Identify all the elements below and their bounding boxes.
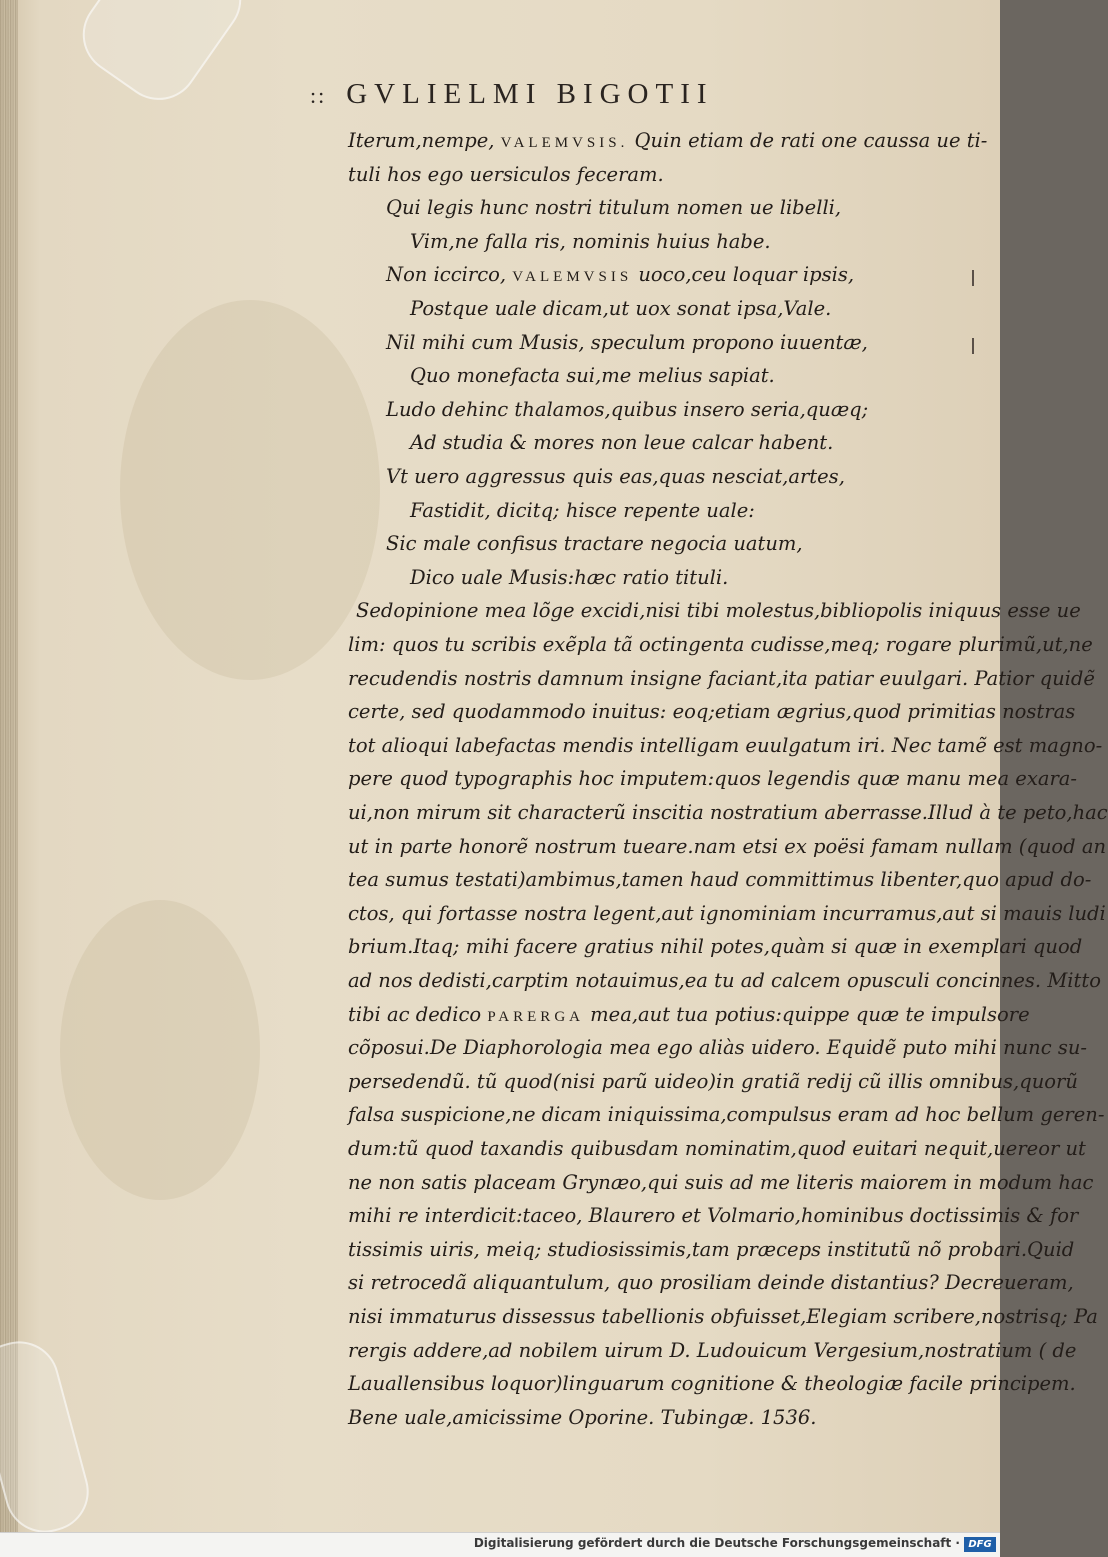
text-line — [348, 1268, 1074, 1298]
text-run: certe, sed quodammodo inuitus: eoq;etiam ægrius,quod primitias nostras — [348, 700, 1076, 724]
text-line — [348, 966, 1101, 996]
text-line — [348, 764, 1077, 794]
text-run: recudendis nostris damnum insigne faciant,ita patiar euulgari. Patior quidẽ — [348, 666, 1095, 690]
text-run: Quo monefacta sui,me melius sapiat. — [410, 364, 775, 388]
text-run: lim: quos tu scribis exẽpla tã octingenta cudisse,meq; rogare plurimũ,ut,ne — [348, 633, 1093, 656]
text-run: Sic male confisus tractare negocia uatum, — [386, 532, 803, 556]
text-run: ctos, qui fortasse nostra legent,aut ignominiam incurramus,aut si mauis ludi — [348, 901, 1106, 925]
text-line — [348, 1302, 1098, 1332]
text-run: tuli hos ego uersiculos feceram. — [348, 162, 664, 186]
text-run: ui,non mirum sit characterũ inscitia nostratium aberrasse.Illud à te peto,hac — [348, 801, 1108, 824]
text-run: persedendũ. tũ quod(nisi parũ uideo)in gratiã redij cũ illis omnibus,quorũ — [348, 1069, 1078, 1093]
text-line — [348, 1168, 1093, 1198]
text-run: Lauallensibus loquor)linguarum cognitione & theologiæ facile principem. — [348, 1372, 1076, 1396]
text-run: Sedopinione mea lõge excidi,nisi tibi molestus,bibliopolis iniquus esse ue — [356, 599, 1081, 623]
text-line — [348, 126, 987, 158]
text-line — [348, 1100, 1104, 1130]
running-head-title: GVLIELMI BIGOTII — [346, 78, 714, 110]
text-run: tea sumus testati)ambimus,tamen haud committimus libenter,quo apud do- — [348, 868, 1092, 892]
margin-mark — [972, 338, 974, 354]
text-line — [410, 227, 771, 257]
page-gutter-edge — [0, 0, 18, 1532]
text-line — [356, 596, 1081, 626]
text-run: ut in parte honorẽ nostrum tueare.nam etsi ex poësi famam nullam (quod an — [348, 834, 1107, 858]
text-line — [348, 899, 1106, 929]
text-run: tot alioqui labefactas mendis intelligam euulgatum iri. Nec tamẽ est magno- — [348, 733, 1103, 757]
text-line — [348, 731, 1102, 761]
text-line — [386, 260, 854, 292]
small-caps-word: VALEMVSIS — [512, 269, 633, 286]
text-run: cõposui.De Diaphorologia mea ego aliàs uidero. Equidẽ puto mihi nunc su- — [348, 1036, 1088, 1060]
small-caps-word: VALEMVSIS. — [500, 135, 629, 151]
text-run: dum:tũ quod taxandis quibusdam nominatim,quod euitari nequit,uereor ut — [348, 1137, 1086, 1160]
text-line — [410, 361, 775, 391]
running-head — [310, 78, 830, 111]
text-line — [348, 1201, 1078, 1231]
text-run: rergis addere,ad nobilem uirum D. Ludouicum Vergesium,nostratium ( de — [348, 1338, 1077, 1362]
text-run: nisi immaturus dissessus tabellionis obfuisset,Elegiam scribere,nostrisq; Pa — [348, 1305, 1098, 1328]
text-run: Qui legis hunc nostri titulum nomen ue libelli, — [386, 196, 842, 220]
footer-bar — [0, 1532, 1000, 1557]
text-run: Iterum,nempe, — [348, 129, 501, 152]
text-run: ad nos dedisti,carptim notauimus,ea tu ad calcem opusculi concinnes. Mitto — [348, 969, 1101, 992]
text-run: Fastidit, dicitq; hisce repente uale: — [410, 498, 755, 522]
small-caps-word: PARERGA — [487, 1008, 584, 1025]
text-run: ne non satis placeam Grynæo,qui suis ad me literis maiorem in modum hac — [348, 1170, 1094, 1194]
margin-mark — [972, 270, 974, 286]
text-run: falsa suspicione,ne dicam iniquissima,compulsus eram ad hoc bellum geren- — [348, 1103, 1105, 1127]
book-clip-top — [67, 0, 257, 116]
text-run: Vim,ne falla ris, nominis huius habe. — [410, 229, 771, 253]
text-line — [348, 1336, 1076, 1366]
text-line — [386, 193, 841, 223]
text-run: Ad studia & mores non leue calcar habent. — [410, 431, 834, 455]
text-line — [348, 160, 664, 190]
text-run: Quin etiam de rati one caussa ue ti- — [628, 129, 988, 152]
text-run: Dico uale Musis:hæc ratio tituli. — [410, 565, 729, 589]
running-head-ornament: :: — [310, 83, 327, 108]
text-line — [410, 428, 833, 458]
text-line — [348, 1369, 1076, 1399]
text-line — [348, 1235, 1074, 1265]
text-run: Postque uale dicam,ut uox sonat ipsa,Vale. — [410, 297, 832, 320]
text-line — [386, 529, 803, 559]
text-run: Bene uale,amicissime Oporine. Tubingæ. 1536. — [348, 1405, 817, 1429]
text-line — [348, 697, 1075, 727]
text-line — [348, 832, 1106, 862]
text-run: tissimis uiris, meiq; studiosissimis,tam præceps institutũ nõ probari.Quid — [348, 1237, 1075, 1261]
text-line — [348, 1134, 1086, 1164]
text-run: mea,aut tua potius:quippe quæ te impulsore — [583, 1002, 1030, 1026]
text-line — [386, 328, 868, 358]
text-line — [410, 294, 831, 324]
text-line — [348, 664, 1095, 694]
funding-credit: Digitalisierung gefördert durch die Deutsche Forschungsgemeinschaft · — [473, 1536, 960, 1550]
text-run: pere quod typographis hoc imputem:quos legendis quæ manu mea exara- — [348, 767, 1077, 791]
text-line — [348, 1000, 1030, 1032]
text-line — [348, 932, 1082, 962]
text-run: uoco,ceu loquar ipsis, — [632, 263, 855, 287]
dfg-logo: DFG — [964, 1537, 996, 1552]
text-line — [348, 865, 1091, 895]
text-run: Non iccirco, — [386, 263, 513, 287]
paper-stain — [60, 900, 260, 1200]
text-run: tibi ac dedico — [348, 1002, 488, 1026]
text-line — [386, 395, 868, 425]
text-line — [386, 462, 845, 492]
text-run: brium.Itaq; mihi facere gratius nihil potes,quàm si quæ in exemplari quod — [348, 935, 1083, 959]
text-run: Nil mihi cum Musis, speculum propono iuuentæ, — [386, 330, 868, 354]
text-run: si retrocedã aliquantulum, quo prosiliam deinde distantius? Decreueram, — [348, 1271, 1074, 1295]
text-line — [348, 630, 1093, 660]
text-line — [410, 496, 755, 526]
text-run: Ludo dehinc thalamos,quibus insero seria,quæq; — [386, 397, 869, 421]
text-line — [348, 1033, 1087, 1063]
text-line — [348, 1067, 1078, 1097]
text-line — [410, 563, 728, 593]
book-clip-bottom — [0, 1332, 98, 1541]
paper-stain — [120, 300, 380, 680]
text-run: mihi re interdicit:taceo, Blaurero et Volmario,hominibus doctissimis & for — [348, 1204, 1079, 1228]
text-line — [348, 1403, 816, 1433]
text-line — [348, 798, 1108, 828]
text-run: Vt uero aggressus quis eas,quas nesciat,artes, — [386, 465, 845, 488]
